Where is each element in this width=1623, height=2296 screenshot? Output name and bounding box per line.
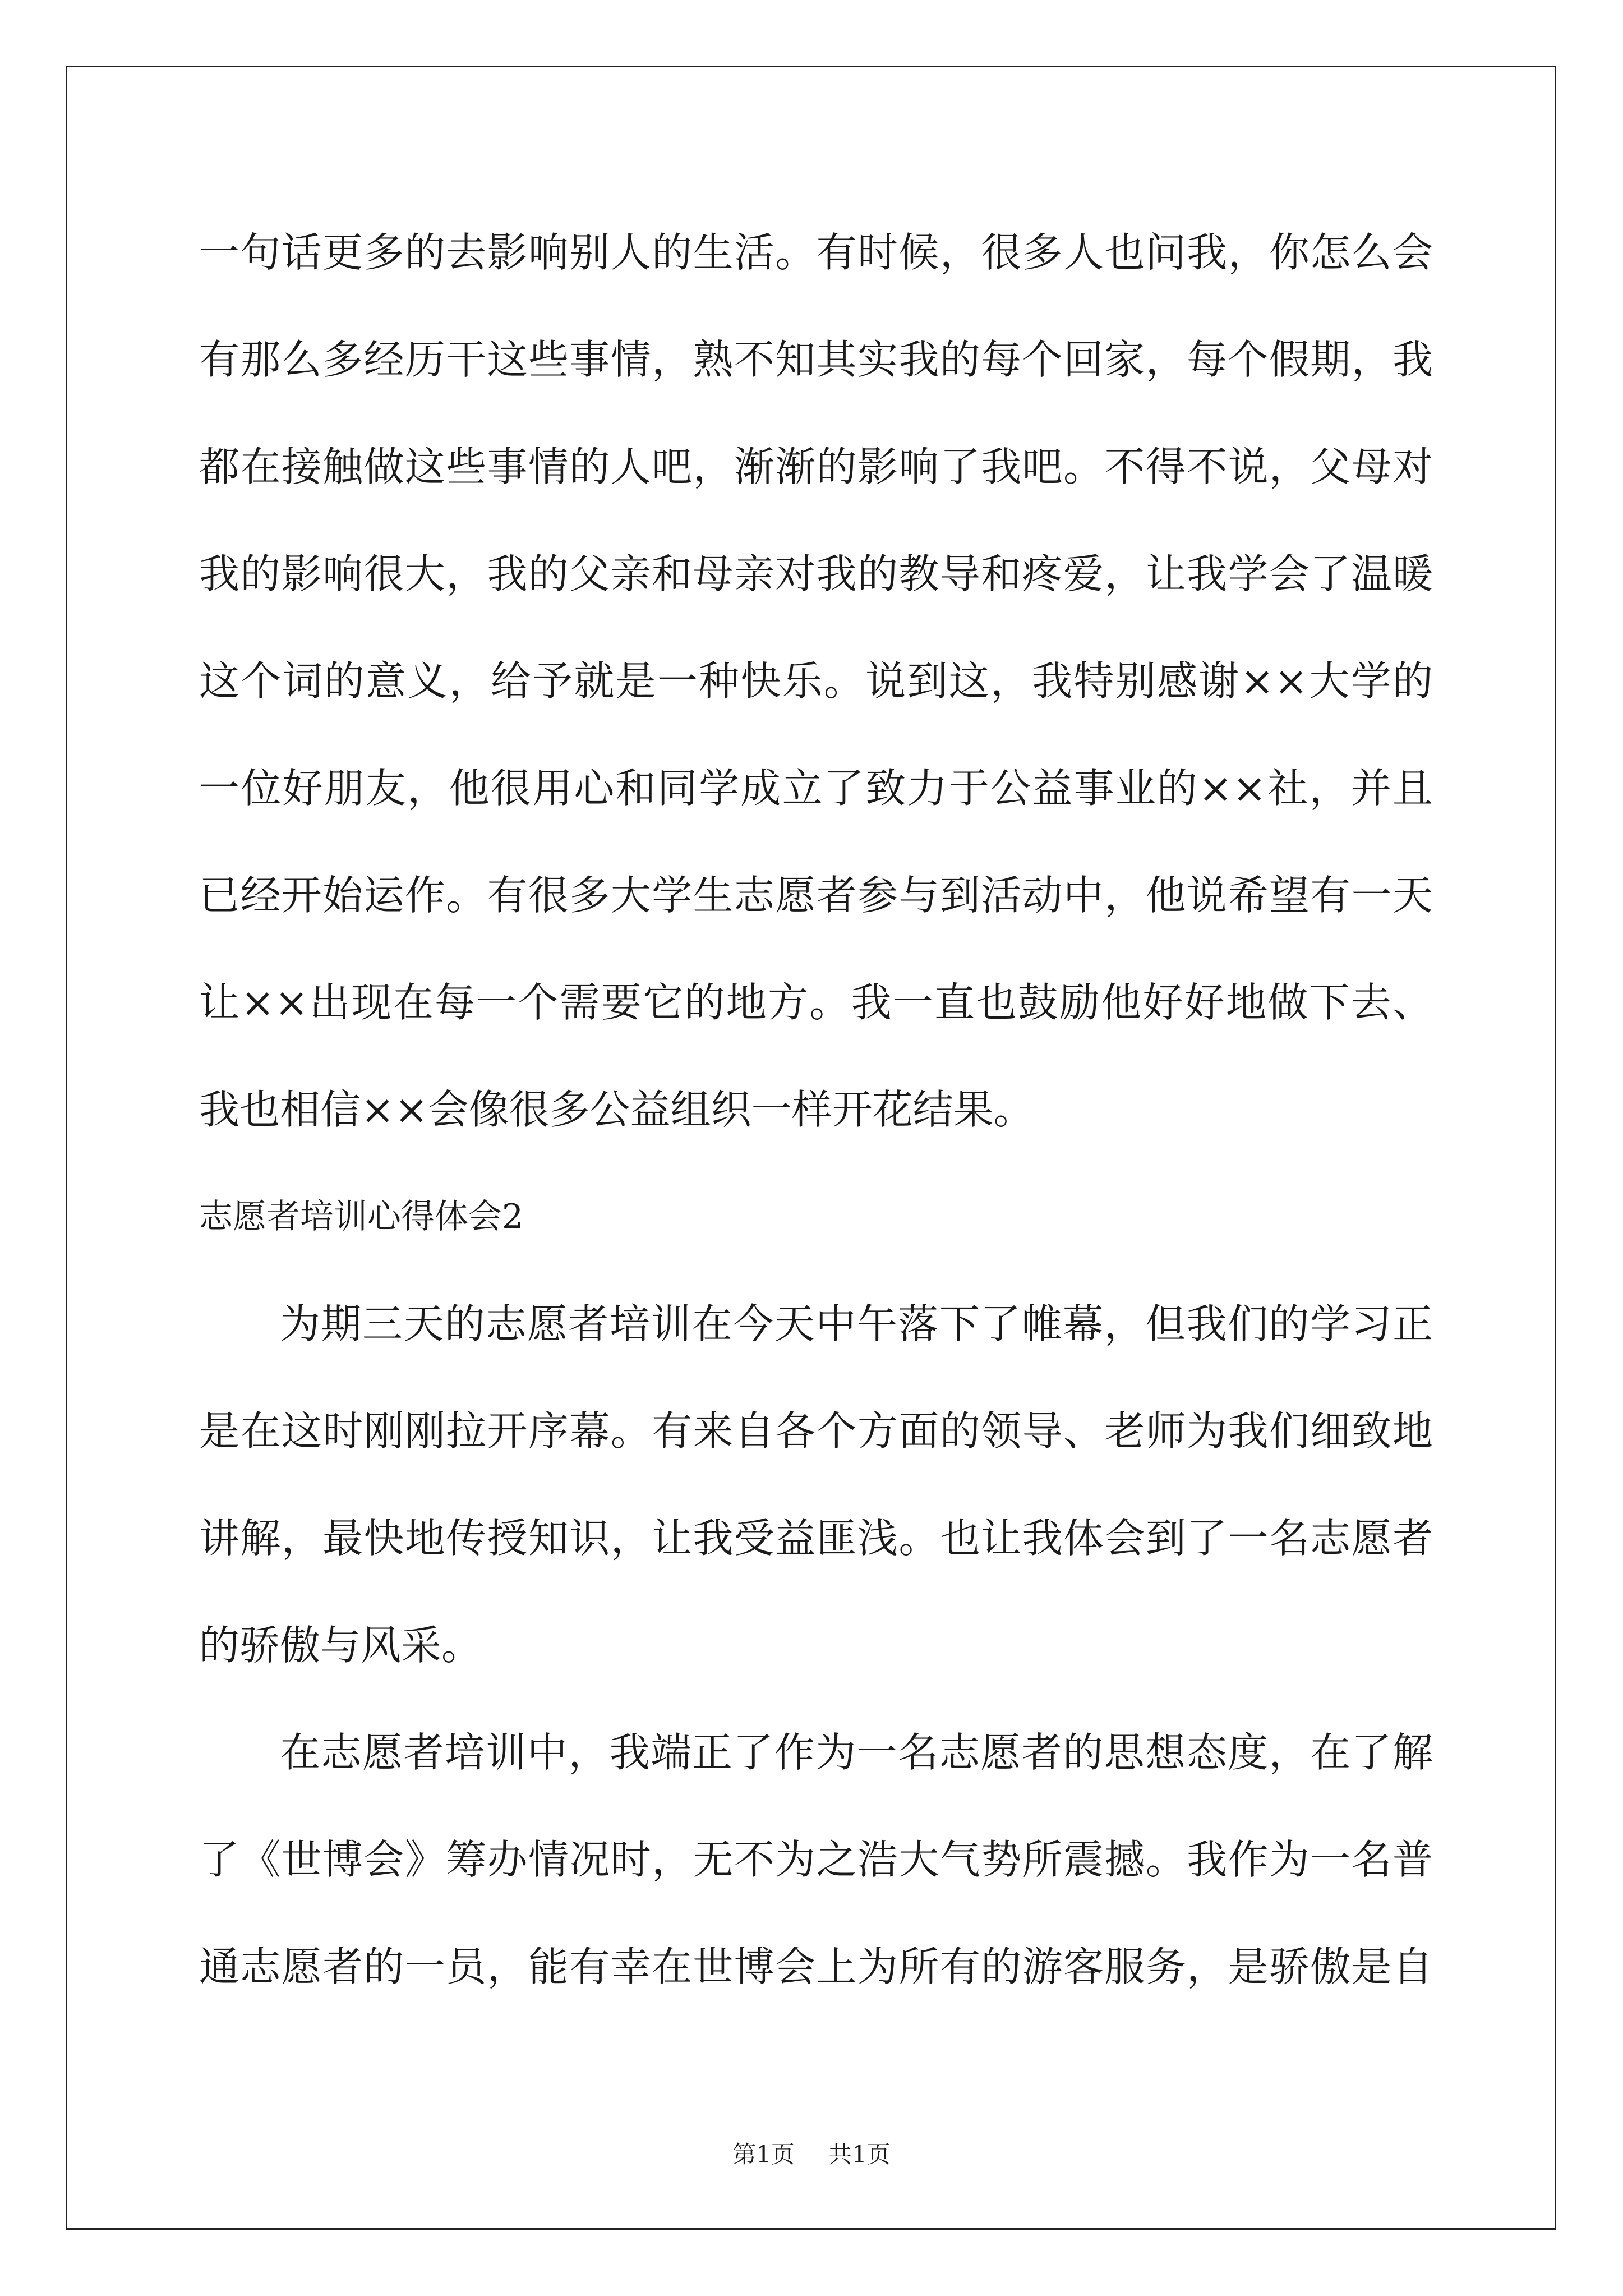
paragraph-line: 讲解，最快地传授知识，让我受益匪浅。也让我体会到了一名志愿者 bbox=[199, 1515, 1433, 1562]
paragraph-line: 了《世博会》筹办情况时，无不为之浩大气势所震撼。我作为一名普 bbox=[199, 1836, 1433, 1883]
paragraph-line: 在志愿者培训中，我端正了作为一名志愿者的思想态度，在了解 bbox=[280, 1729, 1433, 1776]
page-number: 第1页 bbox=[732, 2141, 795, 2168]
paragraph-line: 有那么多经历干这些事情，熟不知其实我的每个回家，每个假期，我 bbox=[199, 336, 1433, 383]
paragraph-line: 为期三天的志愿者培训在今天中午落下了帷幕，但我们的学习正 bbox=[280, 1300, 1433, 1347]
paragraph-line: 这个词的意义，给予就是一种快乐。说到这，我特别感谢××大学的 bbox=[199, 657, 1433, 705]
document-body bbox=[199, 199, 1433, 2021]
paragraph-line: 一位好朋友，他很用心和同学成立了致力于公益事业的××社，并且 bbox=[199, 765, 1433, 812]
paragraph-2 bbox=[199, 1271, 1433, 1699]
paragraph-line: 我的影响很大，我的父亲和母亲对我的教导和疼爱，让我学会了温暖 bbox=[199, 550, 1433, 597]
paragraph-line: 都在接触做这些事情的人吧，渐渐的影响了我吧。不得不说，父母对 bbox=[199, 443, 1433, 490]
paragraph-line: 已经开始运作。有很多大学生志愿者参与到活动中，他说希望有一天 bbox=[199, 872, 1433, 919]
page-total: 共1页 bbox=[828, 2141, 891, 2168]
paragraph-line: 我也相信××会像很多公益组织一样开花结果。 bbox=[199, 1086, 1034, 1133]
paragraph-line: 让××出现在每一个需要它的地方。我一直也鼓励他好好地做下去、 bbox=[199, 979, 1433, 1026]
paragraph-3 bbox=[199, 1699, 1433, 2021]
paragraph-line: 的骄傲与风采。 bbox=[199, 1622, 482, 1669]
paragraph-line: 通志愿者的一员，能有幸在世博会上为所有的游客服务，是骄傲是自 bbox=[199, 1943, 1433, 1990]
page-footer bbox=[0, 2136, 1623, 2170]
paragraph-line: 一句话更多的去影响别人的生活。有时候，很多人也问我，你怎么会 bbox=[199, 229, 1433, 276]
paragraph-1 bbox=[199, 199, 1433, 1163]
paragraph-line: 是在这时刚刚拉开序幕。有来自各个方面的领导、老师为我们细致地 bbox=[199, 1407, 1433, 1455]
section-heading: 志愿者培训心得体会2 bbox=[199, 1197, 524, 1236]
